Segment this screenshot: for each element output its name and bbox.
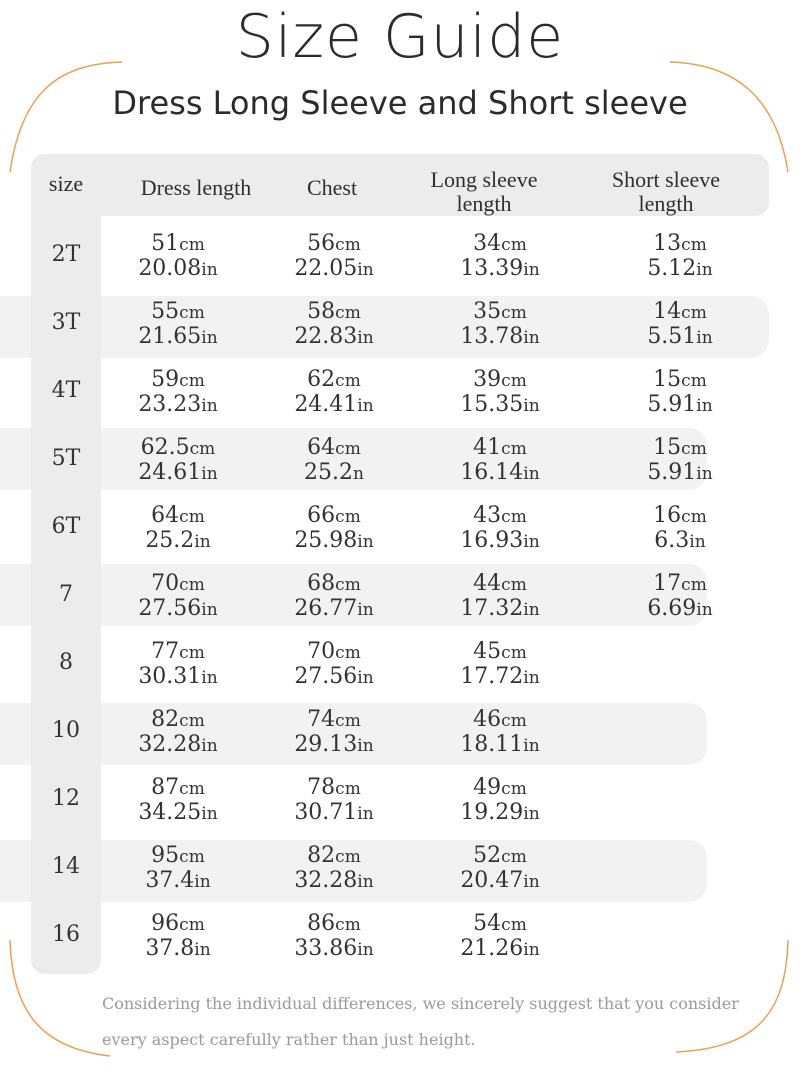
value-unit: cm (335, 847, 361, 867)
value-unit: in (357, 532, 374, 552)
size-label: 2T (51, 242, 81, 267)
value-unit: in (696, 260, 713, 280)
value-in (647, 597, 712, 622)
header-long-sleeve (404, 168, 564, 216)
value-number: 68 (307, 571, 336, 596)
value-in (294, 665, 373, 690)
value-number: 64 (307, 435, 336, 460)
value-cm (294, 368, 373, 393)
measure-dress-cell (138, 776, 217, 826)
value-unit: cm (501, 439, 527, 459)
measure-chest-cell (294, 368, 373, 418)
value-in (138, 665, 217, 690)
value-number: 25.2 (304, 460, 354, 485)
value-number: 21.65 (138, 324, 202, 349)
value-unit: in (357, 668, 374, 688)
value-in (460, 801, 539, 826)
header-short-sleeve (586, 168, 746, 216)
page-title: Size Guide (235, 2, 565, 72)
value-number: 26.77 (294, 596, 358, 621)
size-advice-line2: every aspect carefully rather than just height. (102, 1030, 476, 1049)
value-number: 5.51 (647, 324, 697, 349)
value-in (138, 801, 217, 826)
value-unit: in (201, 464, 218, 484)
measure-long-cell (460, 368, 539, 418)
value-cm (460, 232, 539, 257)
value-unit: in (523, 396, 540, 416)
value-unit: cm (501, 575, 527, 595)
value-unit: in (523, 940, 540, 960)
value-unit: cm (681, 235, 707, 255)
value-number: 13.39 (460, 256, 524, 281)
value-in (138, 733, 217, 758)
measure-short-cell (647, 300, 712, 350)
value-unit: cm (179, 711, 205, 731)
value-unit: in (194, 872, 211, 892)
value-number: 77 (151, 639, 180, 664)
measure-chest-cell (304, 436, 364, 486)
value-cm (138, 776, 217, 801)
value-in (145, 869, 210, 894)
value-number: 24.61 (138, 460, 202, 485)
value-number: 49 (473, 775, 502, 800)
value-number: 41 (473, 435, 502, 460)
value-unit: cm (179, 235, 205, 255)
value-number: 14 (653, 299, 682, 324)
value-unit: in (357, 872, 374, 892)
value-number: 66 (307, 503, 336, 528)
value-cm (460, 504, 539, 529)
value-unit: in (201, 396, 218, 416)
value-cm (294, 776, 373, 801)
value-number: 5.91 (647, 460, 697, 485)
header-long-sleeve-line2: length (456, 191, 512, 216)
header-size: size (48, 171, 84, 196)
value-in (460, 461, 539, 486)
value-number: 37.8 (145, 936, 195, 961)
measure-long-cell (460, 844, 539, 894)
value-number: 34 (473, 231, 502, 256)
value-unit: in (194, 532, 211, 552)
header-long-sleeve-line1: Long sleeve (430, 167, 538, 192)
value-unit: in (201, 600, 218, 620)
value-number: 6.3 (654, 528, 690, 553)
value-number: 23.23 (138, 392, 202, 417)
value-in (647, 325, 712, 350)
value-cm (294, 504, 373, 529)
value-in (294, 869, 373, 894)
value-number: 15 (653, 435, 682, 460)
size-label: 16 (52, 922, 80, 947)
value-number: 95 (151, 843, 180, 868)
size-label: 8 (59, 650, 73, 675)
value-unit: in (689, 532, 706, 552)
size-label: 7 (59, 582, 73, 607)
value-unit: cm (179, 303, 205, 323)
size-label: 3T (51, 310, 81, 335)
value-cm (138, 708, 217, 733)
measure-long-cell (460, 776, 539, 826)
value-unit: in (523, 532, 540, 552)
value-cm (647, 436, 712, 461)
value-unit: in (357, 396, 374, 416)
value-unit: in (523, 328, 540, 348)
value-number: 33.86 (294, 936, 358, 961)
value-in (294, 529, 373, 554)
value-unit: cm (501, 303, 527, 323)
value-unit: cm (501, 507, 527, 527)
value-cm (460, 572, 539, 597)
value-number: 56 (307, 231, 336, 256)
value-cm (647, 300, 712, 325)
value-unit: cm (681, 439, 707, 459)
value-unit: in (357, 736, 374, 756)
value-number: 15 (653, 367, 682, 392)
value-number: 44 (473, 571, 502, 596)
value-cm (138, 436, 217, 461)
value-number: 13 (653, 231, 682, 256)
value-in (145, 937, 210, 962)
value-unit: cm (179, 915, 205, 935)
value-in (653, 529, 707, 554)
size-label: 14 (52, 854, 80, 879)
measure-long-cell (460, 708, 539, 758)
value-in (460, 665, 539, 690)
value-cm (647, 368, 712, 393)
value-in (460, 529, 539, 554)
value-in (138, 325, 217, 350)
measure-chest-cell (294, 776, 373, 826)
value-number: 74 (307, 707, 336, 732)
value-number: 39 (473, 367, 502, 392)
value-number: 51 (151, 231, 180, 256)
value-in (294, 393, 373, 418)
size-advice-note (102, 986, 762, 1058)
size-advice-line1: Considering the individual differences, we sincerely suggest that you consider (102, 994, 739, 1013)
value-cm (304, 436, 364, 461)
value-cm (647, 232, 712, 257)
value-in (647, 461, 712, 486)
value-unit: cm (501, 643, 527, 663)
value-unit: cm (179, 779, 205, 799)
value-number: 96 (151, 911, 180, 936)
value-number: 82 (151, 707, 180, 732)
measure-dress-cell (138, 640, 217, 690)
value-number: 32.28 (294, 868, 358, 893)
value-unit: in (523, 260, 540, 280)
value-in (460, 325, 539, 350)
measure-long-cell (460, 232, 539, 282)
value-number: 87 (151, 775, 180, 800)
value-in (138, 393, 217, 418)
value-in (460, 393, 539, 418)
value-number: 22.05 (294, 256, 358, 281)
value-cm (460, 912, 539, 937)
value-cm (460, 300, 539, 325)
value-unit: cm (335, 643, 361, 663)
value-unit: in (523, 804, 540, 824)
value-unit: cm (335, 915, 361, 935)
value-cm (294, 232, 373, 257)
value-cm (138, 232, 217, 257)
measure-long-cell (460, 504, 539, 554)
value-unit: cm (501, 235, 527, 255)
value-number: 25.2 (145, 528, 195, 553)
measure-dress-cell (145, 504, 210, 554)
value-unit: in (201, 668, 218, 688)
value-in (138, 461, 217, 486)
value-unit: cm (179, 643, 205, 663)
size-label: 6T (51, 514, 81, 539)
value-number: 19.29 (460, 800, 524, 825)
value-in (294, 597, 373, 622)
size-column-band (31, 154, 101, 974)
value-unit: in (194, 940, 211, 960)
value-unit: cm (179, 575, 205, 595)
value-cm (460, 436, 539, 461)
value-cm (138, 300, 217, 325)
value-cm (294, 708, 373, 733)
value-in (460, 869, 539, 894)
measure-chest-cell (294, 708, 373, 758)
value-number: 22.83 (294, 324, 358, 349)
value-number: 54 (473, 911, 502, 936)
value-number: 17.72 (460, 664, 524, 689)
header-short-sleeve-line1: Short sleeve (611, 167, 721, 192)
value-number: 17 (653, 571, 682, 596)
measure-long-cell (460, 640, 539, 690)
value-number: 52 (473, 843, 502, 868)
value-number: 78 (307, 775, 336, 800)
page-subtitle: Dress Long Sleeve and Short sleeve (112, 84, 688, 122)
value-number: 86 (307, 911, 336, 936)
value-unit: cm (335, 235, 361, 255)
value-cm (460, 640, 539, 665)
value-in (460, 597, 539, 622)
value-unit: in (696, 396, 713, 416)
value-unit: cm (179, 847, 205, 867)
value-number: 32.28 (138, 732, 202, 757)
size-label: 5T (51, 446, 81, 471)
value-number: 20.08 (138, 256, 202, 281)
value-number: 17.32 (460, 596, 524, 621)
header-chest: Chest (306, 175, 358, 200)
measure-dress-cell (145, 844, 210, 894)
value-cm (294, 300, 373, 325)
value-in (138, 597, 217, 622)
value-in (294, 937, 373, 962)
value-unit: cm (179, 371, 205, 391)
value-unit: cm (681, 371, 707, 391)
value-unit: in (357, 328, 374, 348)
value-number: 30.31 (138, 664, 202, 689)
value-number: 59 (151, 367, 180, 392)
measure-chest-cell (294, 640, 373, 690)
value-unit: cm (335, 371, 361, 391)
value-unit: in (523, 464, 540, 484)
value-cm (294, 844, 373, 869)
value-unit: cm (501, 915, 527, 935)
value-number: 82 (307, 843, 336, 868)
value-cm (145, 912, 210, 937)
value-unit: cm (189, 439, 216, 459)
value-unit: in (357, 600, 374, 620)
value-unit: in (523, 600, 540, 620)
value-unit: in (523, 668, 540, 688)
value-number: 35 (473, 299, 502, 324)
measure-chest-cell (294, 572, 373, 622)
value-number: 29.13 (294, 732, 358, 757)
value-number: 16 (653, 503, 682, 528)
value-number: 24.41 (294, 392, 358, 417)
value-cm (145, 504, 210, 529)
size-label: 4T (51, 378, 81, 403)
value-unit: in (201, 328, 218, 348)
value-cm (653, 504, 707, 529)
value-number: 46 (473, 707, 502, 732)
value-cm (460, 708, 539, 733)
header-short-sleeve-line2: length (638, 191, 694, 216)
measure-short-cell (653, 504, 707, 554)
value-number: 43 (473, 503, 502, 528)
value-in (460, 733, 539, 758)
value-number: 34.25 (138, 800, 202, 825)
measure-short-cell (647, 232, 712, 282)
value-unit: cm (501, 847, 527, 867)
measure-long-cell (460, 300, 539, 350)
measure-chest-cell (294, 300, 373, 350)
value-unit: cm (335, 303, 361, 323)
value-unit: in (523, 736, 540, 756)
value-cm (294, 572, 373, 597)
value-in (304, 461, 364, 486)
value-number: 58 (307, 299, 336, 324)
value-unit: cm (681, 303, 707, 323)
value-number: 62 (307, 367, 336, 392)
value-number: 5.12 (647, 256, 697, 281)
measure-short-cell (647, 436, 712, 486)
measure-chest-cell (294, 844, 373, 894)
value-unit: cm (335, 711, 361, 731)
value-number: 13.78 (460, 324, 524, 349)
measure-dress-cell (138, 708, 217, 758)
value-in (294, 733, 373, 758)
measure-dress-cell (145, 912, 210, 962)
value-number: 45 (473, 639, 502, 664)
value-unit: cm (681, 575, 707, 595)
value-cm (460, 776, 539, 801)
value-number: 27.56 (138, 596, 202, 621)
value-number: 16.14 (460, 460, 524, 485)
value-in (647, 257, 712, 282)
value-unit: cm (501, 371, 527, 391)
value-number: 27.56 (294, 664, 358, 689)
value-unit: in (357, 804, 374, 824)
value-in (294, 257, 373, 282)
value-unit: cm (681, 507, 707, 527)
value-number: 21.26 (460, 936, 524, 961)
value-unit: n (353, 464, 364, 484)
value-number: 15.35 (460, 392, 524, 417)
value-unit: in (696, 328, 713, 348)
value-number: 16.93 (460, 528, 524, 553)
value-number: 64 (151, 503, 180, 528)
value-number: 20.47 (460, 868, 524, 893)
value-unit: cm (335, 575, 361, 595)
measure-dress-cell (138, 300, 217, 350)
measure-chest-cell (294, 912, 373, 962)
value-number: 18.11 (460, 732, 524, 757)
value-unit: in (357, 940, 374, 960)
value-unit: cm (501, 779, 527, 799)
value-in (145, 529, 210, 554)
value-number: 70 (151, 571, 180, 596)
measure-chest-cell (294, 504, 373, 554)
value-unit: cm (501, 711, 527, 731)
value-unit: in (696, 600, 713, 620)
measure-dress-cell (138, 436, 217, 486)
measure-dress-cell (138, 232, 217, 282)
measure-dress-cell (138, 572, 217, 622)
value-number: 37.4 (145, 868, 195, 893)
value-unit: in (357, 260, 374, 280)
value-unit: cm (335, 507, 361, 527)
value-cm (294, 912, 373, 937)
value-cm (294, 640, 373, 665)
measure-long-cell (460, 572, 539, 622)
value-cm (138, 640, 217, 665)
value-unit: cm (335, 779, 361, 799)
value-unit: in (201, 736, 218, 756)
value-unit: in (201, 260, 218, 280)
value-in (138, 257, 217, 282)
value-number: 62.5 (140, 435, 190, 460)
value-number: 5.91 (647, 392, 697, 417)
size-label: 12 (52, 786, 80, 811)
value-cm (145, 844, 210, 869)
value-number: 70 (307, 639, 336, 664)
header-dress-length: Dress length (140, 175, 252, 200)
measure-short-cell (647, 572, 712, 622)
measure-long-cell (460, 436, 539, 486)
value-cm (460, 844, 539, 869)
measure-short-cell (647, 368, 712, 418)
value-cm (138, 572, 217, 597)
measure-chest-cell (294, 232, 373, 282)
value-unit: in (696, 464, 713, 484)
value-in (460, 937, 539, 962)
value-cm (460, 368, 539, 393)
value-number: 55 (151, 299, 180, 324)
value-in (647, 393, 712, 418)
value-cm (647, 572, 712, 597)
size-label: 10 (52, 718, 80, 743)
value-in (460, 257, 539, 282)
value-in (294, 801, 373, 826)
value-in (294, 325, 373, 350)
measure-long-cell (460, 912, 539, 962)
value-unit: cm (335, 439, 361, 459)
value-number: 25.98 (294, 528, 358, 553)
value-number: 30.71 (294, 800, 358, 825)
value-unit: cm (179, 507, 205, 527)
value-number: 6.69 (647, 596, 697, 621)
value-cm (138, 368, 217, 393)
measure-dress-cell (138, 368, 217, 418)
value-unit: in (523, 872, 540, 892)
value-unit: in (201, 804, 218, 824)
